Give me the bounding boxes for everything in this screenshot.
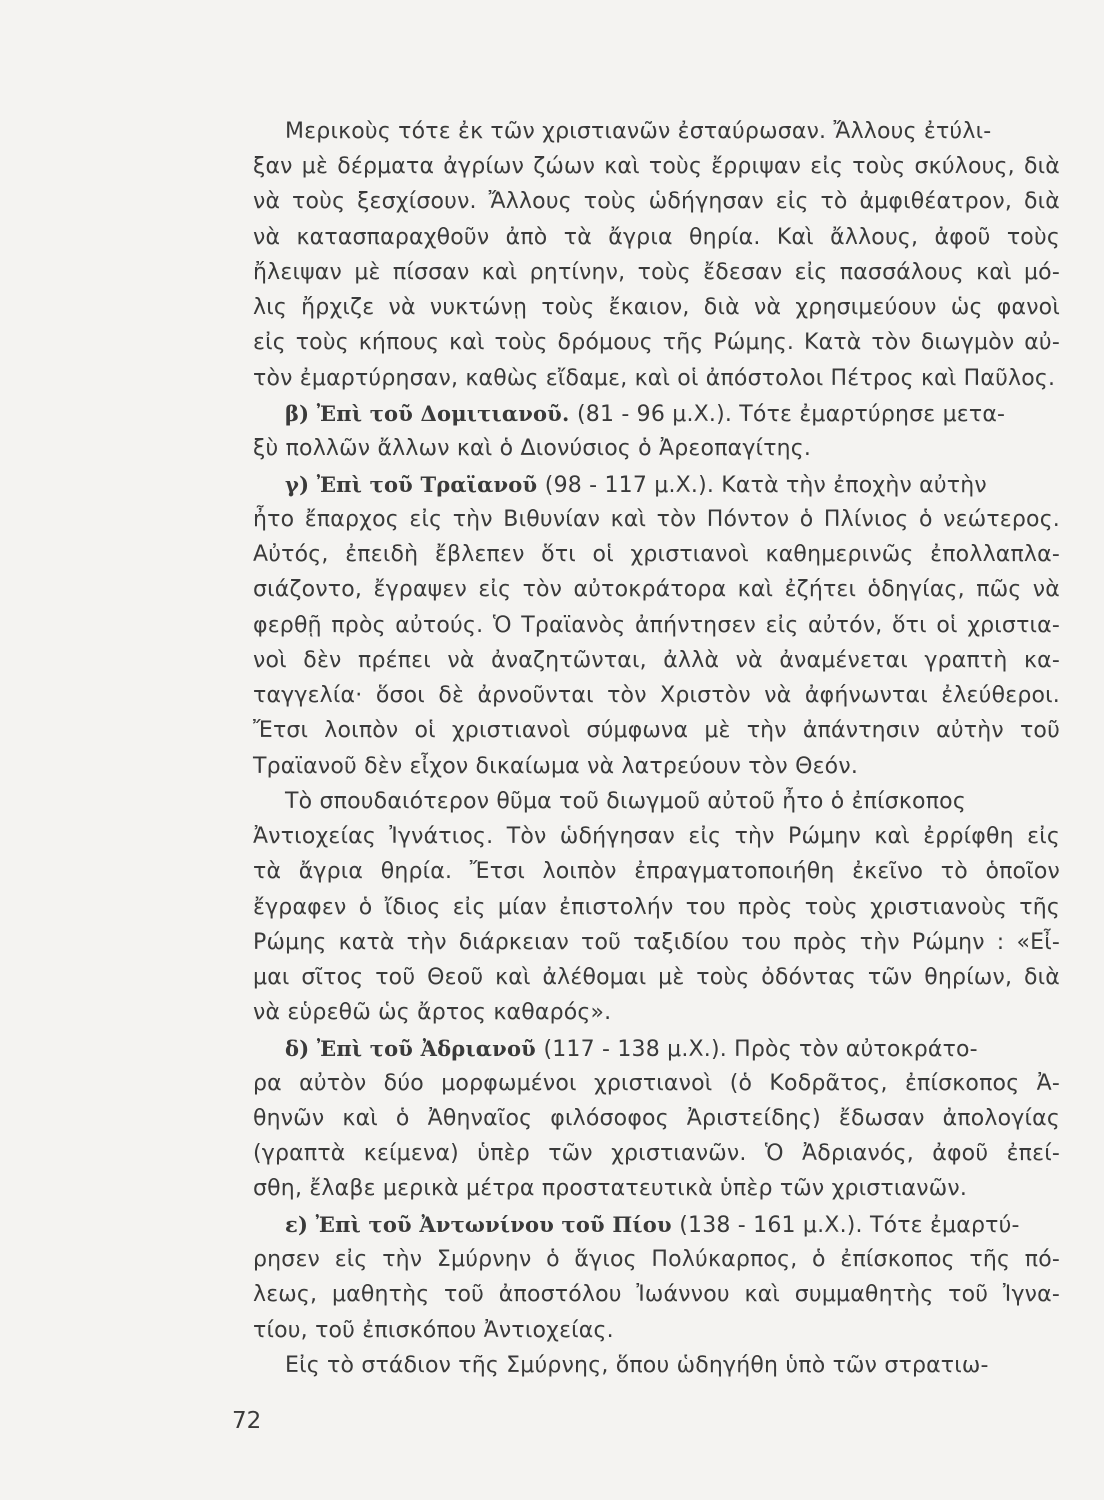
text-line [253,1069,1060,1099]
line-text: νοὶ δὲν πρέπει νὰ ἀναζητῶνται, ἀλλὰ νὰ ἀναμένεται γραπτὴ κα- [253,648,1060,673]
line-text: τὸν ἐμαρτύρησαν, καθὼς εἴδαμε, καὶ οἱ ἀπόστολοι Πέτρος καὶ Παῦλος. [253,366,1056,391]
text-line [285,1210,1060,1241]
text-line [253,716,1060,746]
line-text: ξαν μὲ δέρματα ἀγρίων ζώων καὶ τοὺς ἔρριψαν εἰς τοὺς σκύλους, διὰ [253,154,1060,179]
text-line [253,893,1060,923]
line-text: Αὐτός, ἐπειδὴ ἔβλεπεν ὅτι οἱ χριστιανοὶ καθημερινῶς ἐπολλαπλα- [253,542,1060,567]
line-text: νὰ τοὺς ξεσχίσουν. Ἄλλους τοὺς ὡδήγησαν εἰς τὸ ἀμφιθέατρον, διὰ [253,189,1060,214]
line-text: (117 - 138 μ.Χ.). Πρὸς τὸν αὐτοκράτο- [543,1037,978,1062]
page-number: 72 [232,1408,262,1434]
section-heading: β) Ἐπὶ τοῦ Δομιτιανοῦ. [285,401,577,426]
line-text: ξὺ πολλῶν ἄλλων καὶ ὁ Διονύσιος ὁ Ἀρεοπαγίτης. [253,436,812,461]
line-text: (138 - 161 μ.Χ.). Τότε ἐμαρτύ- [679,1213,1020,1238]
text-line [253,857,1060,887]
text-line [253,152,1060,182]
line-text: νὰ κατασπαραχθοῦν ἀπὸ τὰ ἄγρια θηρία. Καὶ ἄλλους, ἀφοῦ τοὺς [253,225,1060,250]
line-text: Ρώμης κατὰ τὴν διάρκειαν τοῦ ταξιδίου του πρὸς τὴν Ρώμην : «Εἶ- [253,930,1060,955]
line-text: Ἔτσι λοιπὸν οἱ χριστιανοὶ σύμφωνα μὲ τὴν ἀπάντησιν αὐτὴν τοῦ [253,718,1060,743]
text-line [253,681,1060,711]
text-line [285,117,1060,147]
text-line [285,1034,1060,1065]
line-text: Μερικοὺς τότε ἐκ τῶν χριστιανῶν ἐσταύρωσαν. Ἄλλους ἐτύλι- [285,119,992,144]
line-text: σθη, ἔλαβε μερικὰ μέτρα προστατευτικὰ ὑπὲρ τῶν χριστιανῶν. [253,1176,968,1201]
line-text: Εἰς τὸ στάδιον τῆς Σμύρνης, ὅπου ὡδηγήθη ὑπὸ τῶν στρατιω- [285,1353,989,1378]
line-text: ταγγελία· ὅσοι δὲ ἀρνοῦνται τὸν Χριστὸν νὰ ἀφήνωνται ἐλεύθεροι. [253,683,1060,708]
line-text: ρησεν εἰς τὴν Σμύρνην ὁ ἅγιος Πολύκαρπος, ὁ ἐπίσκοπος τῆς πό- [253,1247,1060,1272]
line-text: νὰ εὑρεθῶ ὡς ἄρτος καθαρός». [253,1000,612,1025]
line-text: σιάζοντο, ἔγραψεν εἰς τὸν αὐτοκράτορα καὶ ἐζήτει ὁδηγίας, πῶς νὰ [253,577,1060,602]
line-text: ἤλειψαν μὲ πίσσαν καὶ ρητίνην, τοὺς ἔδεσαν εἰς πασσάλους καὶ μό- [253,260,1060,285]
text-line [253,822,1060,852]
line-text: μαι σῖτος τοῦ Θεοῦ καὶ ἀλέθομαι μὲ τοὺς ὀδόντας τῶν θηρίων, διὰ [253,965,1060,990]
line-text: (γραπτὰ κείμενα) ὑπὲρ τῶν χριστιανῶν. Ὁ Ἀδριανός, ἀφοῦ ἐπεί- [253,1141,1060,1166]
text-line [253,752,1060,782]
line-text: (81 - 96 μ.Χ.). Τότε ἐμαρτύρησε μετα- [576,402,1006,427]
line-text: ἦτο ἔπαρχος εἰς τὴν Βιθυνίαν καὶ τὸν Πόντον ὁ Πλίνιος ὁ νεώτερος. [253,507,1060,532]
line-text: ρα αὐτὸν δύο μορφωμένοι χριστιανοὶ (ὁ Κοδρᾶτος, ἐπίσκοπος Ἀ- [253,1071,1060,1096]
section-heading: ε) Ἐπὶ τοῦ Ἀντωνίνου τοῦ Πίου [285,1212,680,1237]
text-line [253,1139,1060,1169]
text-line [253,1316,1060,1346]
line-text: φερθῇ πρὸς αὐτούς. Ὁ Τραϊανὸς ἀπήντησεν εἰς αὐτόν, ὅτι οἱ χριστια- [253,613,1060,638]
line-text: τὰ ἄγρια θηρία. Ἔτσι λοιπὸν ἐπραγματοποιήθη ἐκεῖνο τὸ ὁποῖον [253,859,1060,884]
text-line [253,575,1060,605]
line-text: Ἀντιοχείας Ἰγνάτιος. Τὸν ὡδήγησαν εἰς τὴν Ρώμην καὶ ἐρρίφθη εἰς [253,824,1060,849]
text-line [253,928,1060,958]
line-text: εἰς τοὺς κήπους καὶ τοὺς δρόμους τῆς Ρώμης. Κατὰ τὸν διωγμὸν αὐ- [253,330,1060,355]
text-line [253,540,1060,570]
text-line [253,434,1060,464]
text-line [285,1351,1060,1381]
line-text: ἔγραφεν ὁ ἴδιος εἰς μίαν ἐπιστολήν του πρὸς τοὺς χριστιανοὺς τῆς [253,895,1060,920]
text-line [253,1245,1060,1275]
section-heading: γ) Ἐπὶ τοῦ Τραϊανοῦ [285,472,545,497]
text-line [253,505,1060,535]
line-text: (98 - 117 μ.Χ.). Κατὰ τὴν ἐποχὴν αὐτὴν [544,473,987,498]
text-line [285,787,1060,817]
text-line [253,611,1060,641]
text-line [253,998,1060,1028]
text-line [253,293,1060,323]
text-line [253,258,1060,288]
line-text: λεως, μαθητὴς τοῦ ἀποστόλου Ἰωάννου καὶ συμμαθητὴς τοῦ Ἰγνα- [253,1282,1060,1307]
text-line [285,470,1060,501]
text-line [253,223,1060,253]
line-text: τίου, τοῦ ἐπισκόπου Ἀντιοχείας. [253,1318,614,1343]
section-heading: δ) Ἐπὶ τοῦ Ἀδριανοῦ [285,1036,544,1061]
line-text: λις ἤρχιζε νὰ νυκτώνῃ τοὺς ἔκαιον, διὰ νὰ χρησιμεύουν ὡς φανοὶ [253,295,1060,320]
text-line [253,963,1060,993]
text-line [285,399,1060,430]
text-line [253,328,1060,358]
line-text: Τραϊανοῦ δὲν εἶχον δικαίωμα νὰ λατρεύουν τὸν Θεόν. [253,754,859,779]
line-text: θηνῶν καὶ ὁ Ἀθηναῖος φιλόσοφος Ἀριστείδης) ἔδωσαν ἀπολογίας [253,1106,1060,1131]
text-line [253,364,1060,394]
text-line [253,187,1060,217]
text-line [253,1104,1060,1134]
text-line [253,1174,1060,1204]
line-text: Τὸ σπουδαιότερον θῦμα τοῦ διωγμοῦ αὐτοῦ ἦτο ὁ ἐπίσκοπος [285,789,966,814]
text-line [253,646,1060,676]
text-line [253,1280,1060,1310]
